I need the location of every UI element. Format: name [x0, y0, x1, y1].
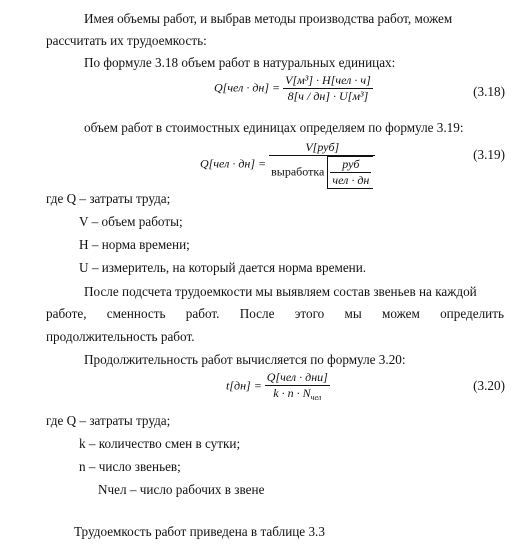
formula-320-den-text: k · n · N	[273, 386, 311, 400]
formula-319-inner-fraction	[327, 156, 373, 189]
formula-3-19	[200, 140, 375, 189]
where-list-1-lead: где Q – затраты труда;	[46, 191, 171, 206]
after-line-3: продолжительность работ.	[46, 329, 195, 344]
after-line-1: После подсчета трудоемкости мы выявляем состав звеньев на каждой	[84, 284, 477, 299]
intro-line-1: Имея объемы работ, и выбрав методы производства работ, можем	[84, 11, 453, 26]
formula-319-number: (3.19)	[473, 147, 505, 162]
where-list-2-item: k – количество смен в сутки;	[79, 436, 241, 451]
formula-319-inner-den: чел · дн	[332, 173, 370, 187]
formula-320-number: (3.20)	[473, 378, 505, 393]
formula-318-intro: По формуле 3.18 объем работ в натуральных единицах:	[84, 55, 396, 70]
formula-320-fraction	[265, 370, 330, 403]
formula-320-denominator	[265, 386, 330, 403]
formula-318-lhs: Q[чел · дн] =	[214, 80, 281, 95]
where-list-2-lead: где Q – затраты труда;	[46, 413, 171, 428]
formula-319-numerator: V[руб]	[269, 140, 375, 156]
formula-320-den-sub: чел	[310, 393, 322, 402]
formula-318-denominator: 8[ч / дн] · U[м³]	[287, 89, 369, 103]
formula-319-den-word: выработка	[271, 164, 325, 179]
where-list-2-item: Nчел – число рабочих в звене	[98, 482, 265, 497]
formula-318-fraction	[283, 73, 373, 104]
formula-319-denominator	[269, 156, 375, 189]
formula-320-numerator: Q[чел · дни]	[266, 370, 328, 384]
intro-line-2: рассчитать их трудоемкость:	[46, 33, 207, 48]
formula-319-fraction	[269, 140, 375, 189]
formula-319-intro: объем работ в стоимостных единицах определяем по формуле 3.19:	[84, 120, 464, 135]
where-list-1-item: U – измеритель, на который дается норма времени.	[79, 260, 367, 275]
where-list-1-item: H – норма времени;	[79, 237, 190, 252]
formula-319-lhs: Q[чел · дн] =	[200, 156, 267, 171]
formula-320-intro: Продолжительность работ вычисляется по формуле 3.20:	[84, 352, 406, 367]
formula-318-numerator: V[м³] · H[чел · ч]	[285, 73, 371, 87]
formula-3-20	[226, 370, 330, 403]
after-line-2: работе, сменность работ. После этого мы можем определить	[46, 306, 504, 321]
where-list-1-item: V – объем работы;	[79, 214, 183, 229]
formula-3-18	[214, 73, 373, 104]
footer-note: Трудоемкость работ приведена в таблице 3.3	[74, 524, 325, 539]
formula-320-lhs: t[дн] =	[226, 378, 262, 393]
formula-319-inner-num: руб	[330, 157, 371, 173]
formula-318-number: (3.18)	[473, 84, 505, 99]
where-list-2-item: n – число звеньев;	[79, 459, 181, 474]
